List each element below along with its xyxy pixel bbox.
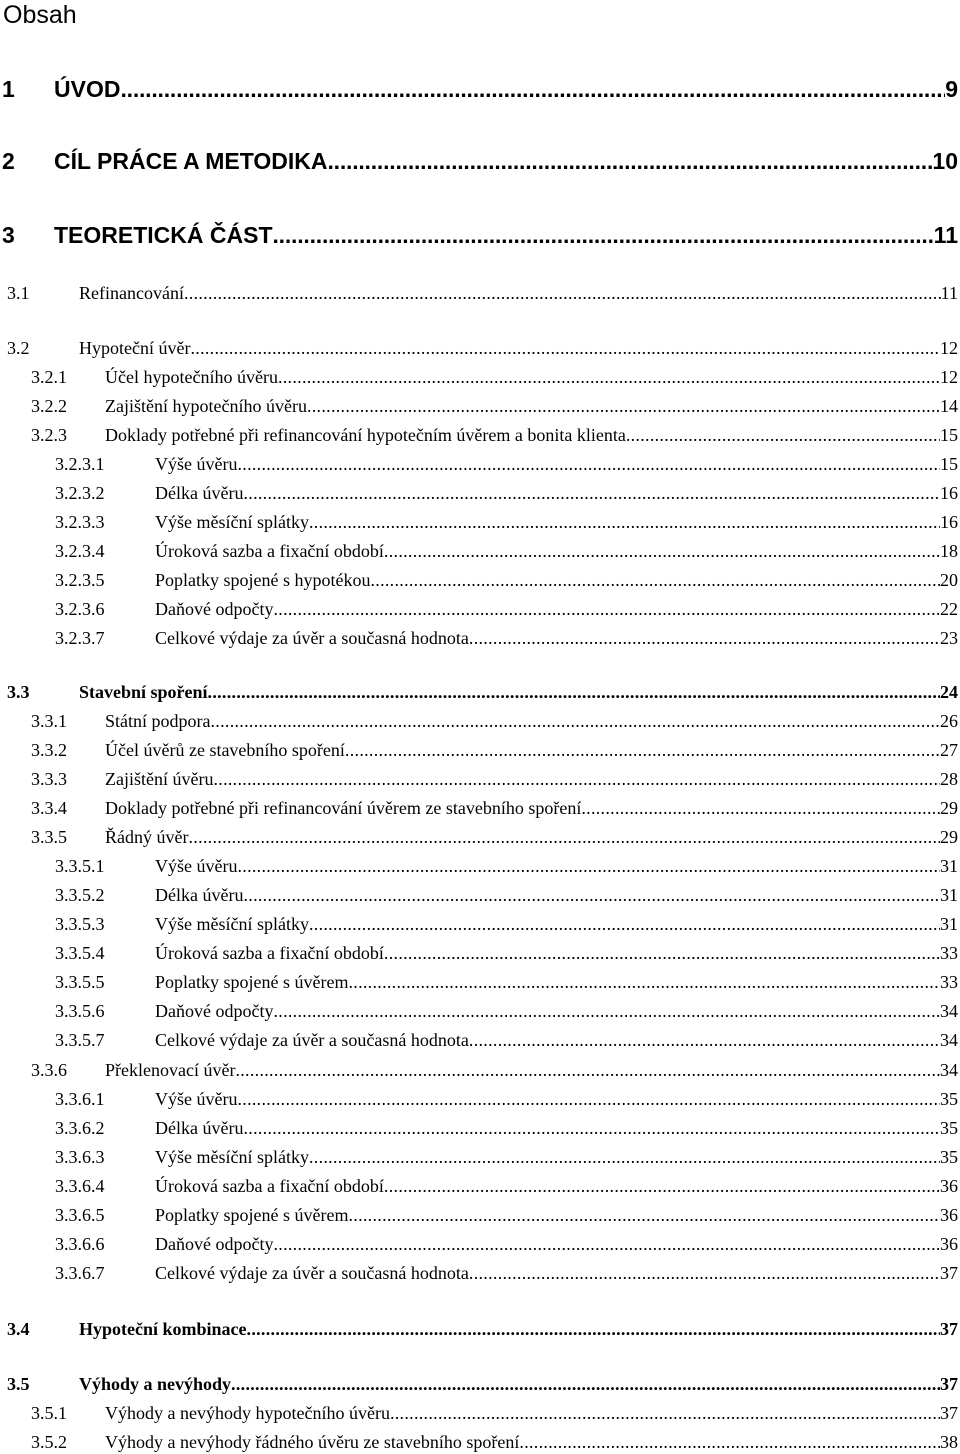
toc-entry-number: 3.5 <box>7 1374 30 1394</box>
toc-entry-page: 38 <box>940 1432 958 1452</box>
toc-entry-title: Hypoteční kombinace <box>79 1319 247 1339</box>
toc-entry-page: 12 <box>940 338 958 358</box>
toc-entry-number: 3.3.6.2 <box>55 1118 105 1138</box>
toc-entry[interactable] <box>31 1059 958 1081</box>
toc-entry-number: 2 <box>2 148 15 174</box>
toc-entry-title: Řádný úvěr <box>105 827 189 847</box>
toc-entry-title: Výše úvěru <box>155 1089 238 1109</box>
toc-entry-number: 3.1 <box>7 283 30 303</box>
toc-entry-page: 24 <box>940 682 958 702</box>
dot-leader <box>390 1402 940 1424</box>
toc-entry-page: 37 <box>940 1403 958 1423</box>
toc-entry-number: 3.2 <box>7 338 30 358</box>
toc-entry-number: 3.3.5.2 <box>55 885 105 905</box>
toc-entry-number: 3.3.6.1 <box>55 1089 105 1109</box>
toc-entry[interactable] <box>7 681 958 703</box>
toc-entry-title: Úroková sazba a fixační období <box>155 1176 384 1196</box>
toc-entry[interactable] <box>31 395 958 417</box>
dot-leader <box>237 1088 940 1110</box>
toc-entry-number: 3.2.3 <box>31 425 67 445</box>
toc-entry-number: 3.3.6.6 <box>55 1234 105 1254</box>
toc-entry-title: TEORETICKÁ ČÁST <box>54 222 273 248</box>
toc-entry-number: 3.2.3.3 <box>55 512 105 532</box>
toc-entry-title: Výše úvěru <box>155 856 238 876</box>
toc-entry[interactable] <box>31 424 958 446</box>
toc-entry-number: 3.3.6.4 <box>55 1176 105 1196</box>
dot-leader <box>307 395 940 417</box>
toc-entry-page: 31 <box>940 885 958 905</box>
toc-entry[interactable] <box>31 797 958 819</box>
toc-entry-page: 36 <box>940 1205 958 1225</box>
dot-leader <box>243 1117 940 1139</box>
toc-entry[interactable] <box>55 1175 958 1197</box>
dot-leader <box>243 482 940 504</box>
dot-leader <box>309 913 940 935</box>
toc-entry[interactable] <box>31 710 958 732</box>
toc-entry-page: 34 <box>940 1060 958 1080</box>
toc-entry-page: 10 <box>932 148 958 174</box>
toc-entry-page: 37 <box>940 1374 958 1394</box>
toc-entry-page: 29 <box>940 827 958 847</box>
toc-entry[interactable] <box>55 1000 958 1022</box>
toc-entry[interactable] <box>55 884 958 906</box>
toc-entry-number: 3.3.5.1 <box>55 856 105 876</box>
toc-entry-page: 36 <box>940 1176 958 1196</box>
toc-entry-title: Délka úvěru <box>155 1118 244 1138</box>
dot-leader <box>384 942 940 964</box>
toc-entry-title: Výhody a nevýhody řádného úvěru ze stavebního spoření <box>105 1432 520 1452</box>
toc-entry-page: 14 <box>940 396 958 416</box>
toc-entry-page: 27 <box>940 740 958 760</box>
toc-entry-page: 22 <box>940 599 958 619</box>
toc-entry-page: 34 <box>940 1001 958 1021</box>
dot-leader <box>231 1373 940 1395</box>
toc-entry-page: 20 <box>940 570 958 590</box>
toc-entry-number: 3.3.1 <box>31 711 67 731</box>
toc-entry-page: 34 <box>940 1030 958 1050</box>
toc-entry-number: 3.3.5 <box>31 827 67 847</box>
toc-entry-title: Úroková sazba a fixační období <box>155 943 384 963</box>
toc-entry-page: 11 <box>940 283 958 303</box>
toc-entry-page: 37 <box>940 1263 958 1283</box>
toc-entry[interactable] <box>55 1117 958 1139</box>
dot-leader <box>208 681 940 703</box>
toc-entry-number: 3 <box>2 222 15 248</box>
toc-entry-page: 12 <box>940 367 958 387</box>
dot-leader <box>348 971 940 993</box>
toc-entry-title: Státní podpora <box>105 711 211 731</box>
dot-leader <box>273 1233 940 1255</box>
dot-leader <box>273 1000 940 1022</box>
toc-entry-title: Délka úvěru <box>155 483 244 503</box>
dot-leader <box>190 337 940 359</box>
dot-leader <box>184 282 941 304</box>
toc-entry-number: 1 <box>2 76 15 102</box>
toc-entry-title: Výše měsíční splátky <box>155 1147 309 1167</box>
toc-entry-title: Výše úvěru <box>155 454 238 474</box>
toc-entry-title: Úroková sazba a fixační období <box>155 541 384 561</box>
toc-entry-page: 16 <box>940 483 958 503</box>
toc-entry-page: 9 <box>945 76 958 102</box>
dot-leader <box>384 1175 940 1197</box>
toc-entry-number: 3.5.1 <box>31 1403 67 1423</box>
toc-entry-title: Překlenovací úvěr <box>105 1060 236 1080</box>
toc-entry-title: Zajištění hypotečního úvěru <box>105 396 307 416</box>
toc-entry-title: ÚVOD <box>54 76 121 102</box>
toc-entry-number: 3.2.1 <box>31 367 67 387</box>
toc-entry[interactable] <box>7 1373 958 1395</box>
toc-entry-number: 3.3.5.6 <box>55 1001 105 1021</box>
toc-entry-page: 16 <box>940 512 958 532</box>
toc-entry[interactable] <box>2 147 958 175</box>
toc-entry-title: Refinancování <box>79 283 184 303</box>
dot-leader <box>211 710 941 732</box>
toc-entry-title: Výše měsíční splátky <box>155 512 309 532</box>
toc-entry[interactable] <box>2 221 958 249</box>
toc-entry[interactable] <box>7 282 958 304</box>
dot-leader <box>469 1262 940 1284</box>
toc-entry-page: 35 <box>940 1089 958 1109</box>
dot-leader <box>309 1146 940 1168</box>
toc-entry-title: Celkové výdaje za úvěr a současná hodnota <box>155 1030 469 1050</box>
toc-entry[interactable] <box>55 1146 958 1168</box>
toc-entry-title: Délka úvěru <box>155 885 244 905</box>
toc-entry[interactable] <box>55 1262 958 1284</box>
dot-leader <box>235 1059 940 1081</box>
toc-entry[interactable] <box>55 482 958 504</box>
toc-entry-number: 3.3.2 <box>31 740 67 760</box>
toc-entry-number: 3.2.3.5 <box>55 570 105 590</box>
toc-entry-number: 3.3.5.3 <box>55 914 105 934</box>
toc-entry[interactable] <box>55 1029 958 1051</box>
toc-entry[interactable] <box>2 75 958 103</box>
toc-entry[interactable] <box>31 1431 958 1453</box>
toc-entry-page: 23 <box>940 628 958 648</box>
toc-entry-title: Výhody a nevýhody <box>79 1374 232 1394</box>
dot-leader <box>370 569 940 591</box>
toc-entry-number: 3.3.6.5 <box>55 1205 105 1225</box>
page-title: Obsah <box>3 1 77 29</box>
toc-entry-page: 15 <box>940 425 958 445</box>
toc-entry-number: 3.5.2 <box>31 1432 67 1452</box>
toc-entry-title: Celkové výdaje za úvěr a současná hodnota <box>155 1263 469 1283</box>
toc-entry-page: 36 <box>940 1234 958 1254</box>
dot-leader <box>213 768 940 790</box>
toc-entry[interactable] <box>55 598 958 620</box>
toc-entry[interactable] <box>55 942 958 964</box>
toc-entry-page: 31 <box>940 856 958 876</box>
toc-entry-number: 3.3.5.4 <box>55 943 105 963</box>
toc-entry-number: 3.3.6.7 <box>55 1263 105 1283</box>
toc-entry-number: 3.3 <box>7 682 30 702</box>
toc-entry-page: 31 <box>940 914 958 934</box>
toc-entry-number: 3.2.3.2 <box>55 483 105 503</box>
toc-entry-number: 3.3.5.7 <box>55 1030 105 1050</box>
dot-leader <box>278 366 940 388</box>
toc-entry-number: 3.3.6 <box>31 1060 67 1080</box>
toc-entry-title: Daňové odpočty <box>155 599 274 619</box>
toc-entry-page: 28 <box>940 769 958 789</box>
toc-entry-title: Účel hypotečního úvěru <box>105 367 278 387</box>
toc-entry-page: 33 <box>940 972 958 992</box>
toc-entry-page: 33 <box>940 943 958 963</box>
toc-entry-number: 3.2.3.1 <box>55 454 105 474</box>
toc-entry-number: 3.3.3 <box>31 769 67 789</box>
toc-entry[interactable] <box>7 337 958 359</box>
dot-leader <box>273 221 934 249</box>
toc-entry[interactable] <box>55 1204 958 1226</box>
toc-entry-number: 3.3.5.5 <box>55 972 105 992</box>
toc-entry-number: 3.2.3.7 <box>55 628 105 648</box>
dot-leader <box>243 884 940 906</box>
dot-leader <box>626 424 940 446</box>
toc-entry[interactable] <box>55 913 958 935</box>
toc-entry[interactable] <box>31 1402 958 1424</box>
toc-entry-title: Celkové výdaje za úvěr a současná hodnota <box>155 628 469 648</box>
dot-leader <box>237 855 940 877</box>
dot-leader <box>247 1318 940 1340</box>
toc-entry-page: 15 <box>940 454 958 474</box>
toc-entry[interactable] <box>55 855 958 877</box>
toc-entry-title: Účel úvěrů ze stavebního spoření <box>105 740 345 760</box>
toc-entry-page: 18 <box>940 541 958 561</box>
dot-leader <box>188 826 940 848</box>
toc-entry-number: 3.4 <box>7 1319 30 1339</box>
toc-entry[interactable] <box>31 826 958 848</box>
toc-entry[interactable] <box>55 1088 958 1110</box>
dot-leader <box>348 1204 940 1226</box>
dot-leader <box>469 627 940 649</box>
toc-entry-title: Poplatky spojené s hypotékou <box>155 570 371 590</box>
dot-leader <box>519 1431 940 1453</box>
toc-entry-title: Poplatky spojené s úvěrem <box>155 1205 349 1225</box>
toc-entry-number: 3.2.3.6 <box>55 599 105 619</box>
toc-entry-title: Daňové odpočty <box>155 1001 274 1021</box>
dot-leader <box>120 75 945 103</box>
toc-entry[interactable] <box>31 366 958 388</box>
toc-entry[interactable] <box>55 540 958 562</box>
toc-entry-number: 3.2.3.4 <box>55 541 105 561</box>
toc-entry-page: 35 <box>940 1118 958 1138</box>
toc-entry-page: 11 <box>933 222 958 248</box>
dot-leader <box>469 1029 940 1051</box>
toc-entry[interactable] <box>55 627 958 649</box>
dot-leader <box>384 540 940 562</box>
toc-entry-page: 26 <box>940 711 958 731</box>
toc-entry-title: Doklady potřebné při refinancování úvěrem ze stavebního spoření <box>105 798 582 818</box>
toc-entry[interactable] <box>55 971 958 993</box>
toc-entry-page: 37 <box>940 1319 958 1339</box>
toc-entry[interactable] <box>31 739 958 761</box>
dot-leader <box>327 147 932 175</box>
toc-entry[interactable] <box>55 569 958 591</box>
toc-entry-title: Daňové odpočty <box>155 1234 274 1254</box>
dot-leader <box>345 739 940 761</box>
toc-entry-title: CÍL PRÁCE A METODIKA <box>54 148 328 174</box>
toc-entry[interactable] <box>55 511 958 533</box>
toc-entry-title: Poplatky spojené s úvěrem <box>155 972 349 992</box>
toc-entry[interactable] <box>7 1318 958 1340</box>
toc-entry-number: 3.3.4 <box>31 798 67 818</box>
dot-leader <box>309 511 940 533</box>
dot-leader <box>237 453 940 475</box>
toc-entry-title: Výhody a nevýhody hypotečního úvěru <box>105 1403 390 1423</box>
toc-entry-number: 3.2.2 <box>31 396 67 416</box>
toc-entry[interactable] <box>55 453 958 475</box>
toc-entry-title: Hypoteční úvěr <box>79 338 191 358</box>
toc-entry[interactable] <box>31 768 958 790</box>
toc-entry-page: 29 <box>940 798 958 818</box>
dot-leader <box>273 598 940 620</box>
toc-entry-title: Stavební spoření <box>79 682 208 702</box>
toc-entry-title: Doklady potřebné při refinancování hypotečním úvěrem a bonita klienta <box>105 425 626 445</box>
dot-leader <box>581 797 940 819</box>
toc-entry[interactable] <box>55 1233 958 1255</box>
toc-entry-title: Výše měsíční splátky <box>155 914 309 934</box>
toc-entry-title: Zajištění úvěru <box>105 769 214 789</box>
toc-entry-page: 35 <box>940 1147 958 1167</box>
toc-entry-number: 3.3.6.3 <box>55 1147 105 1167</box>
